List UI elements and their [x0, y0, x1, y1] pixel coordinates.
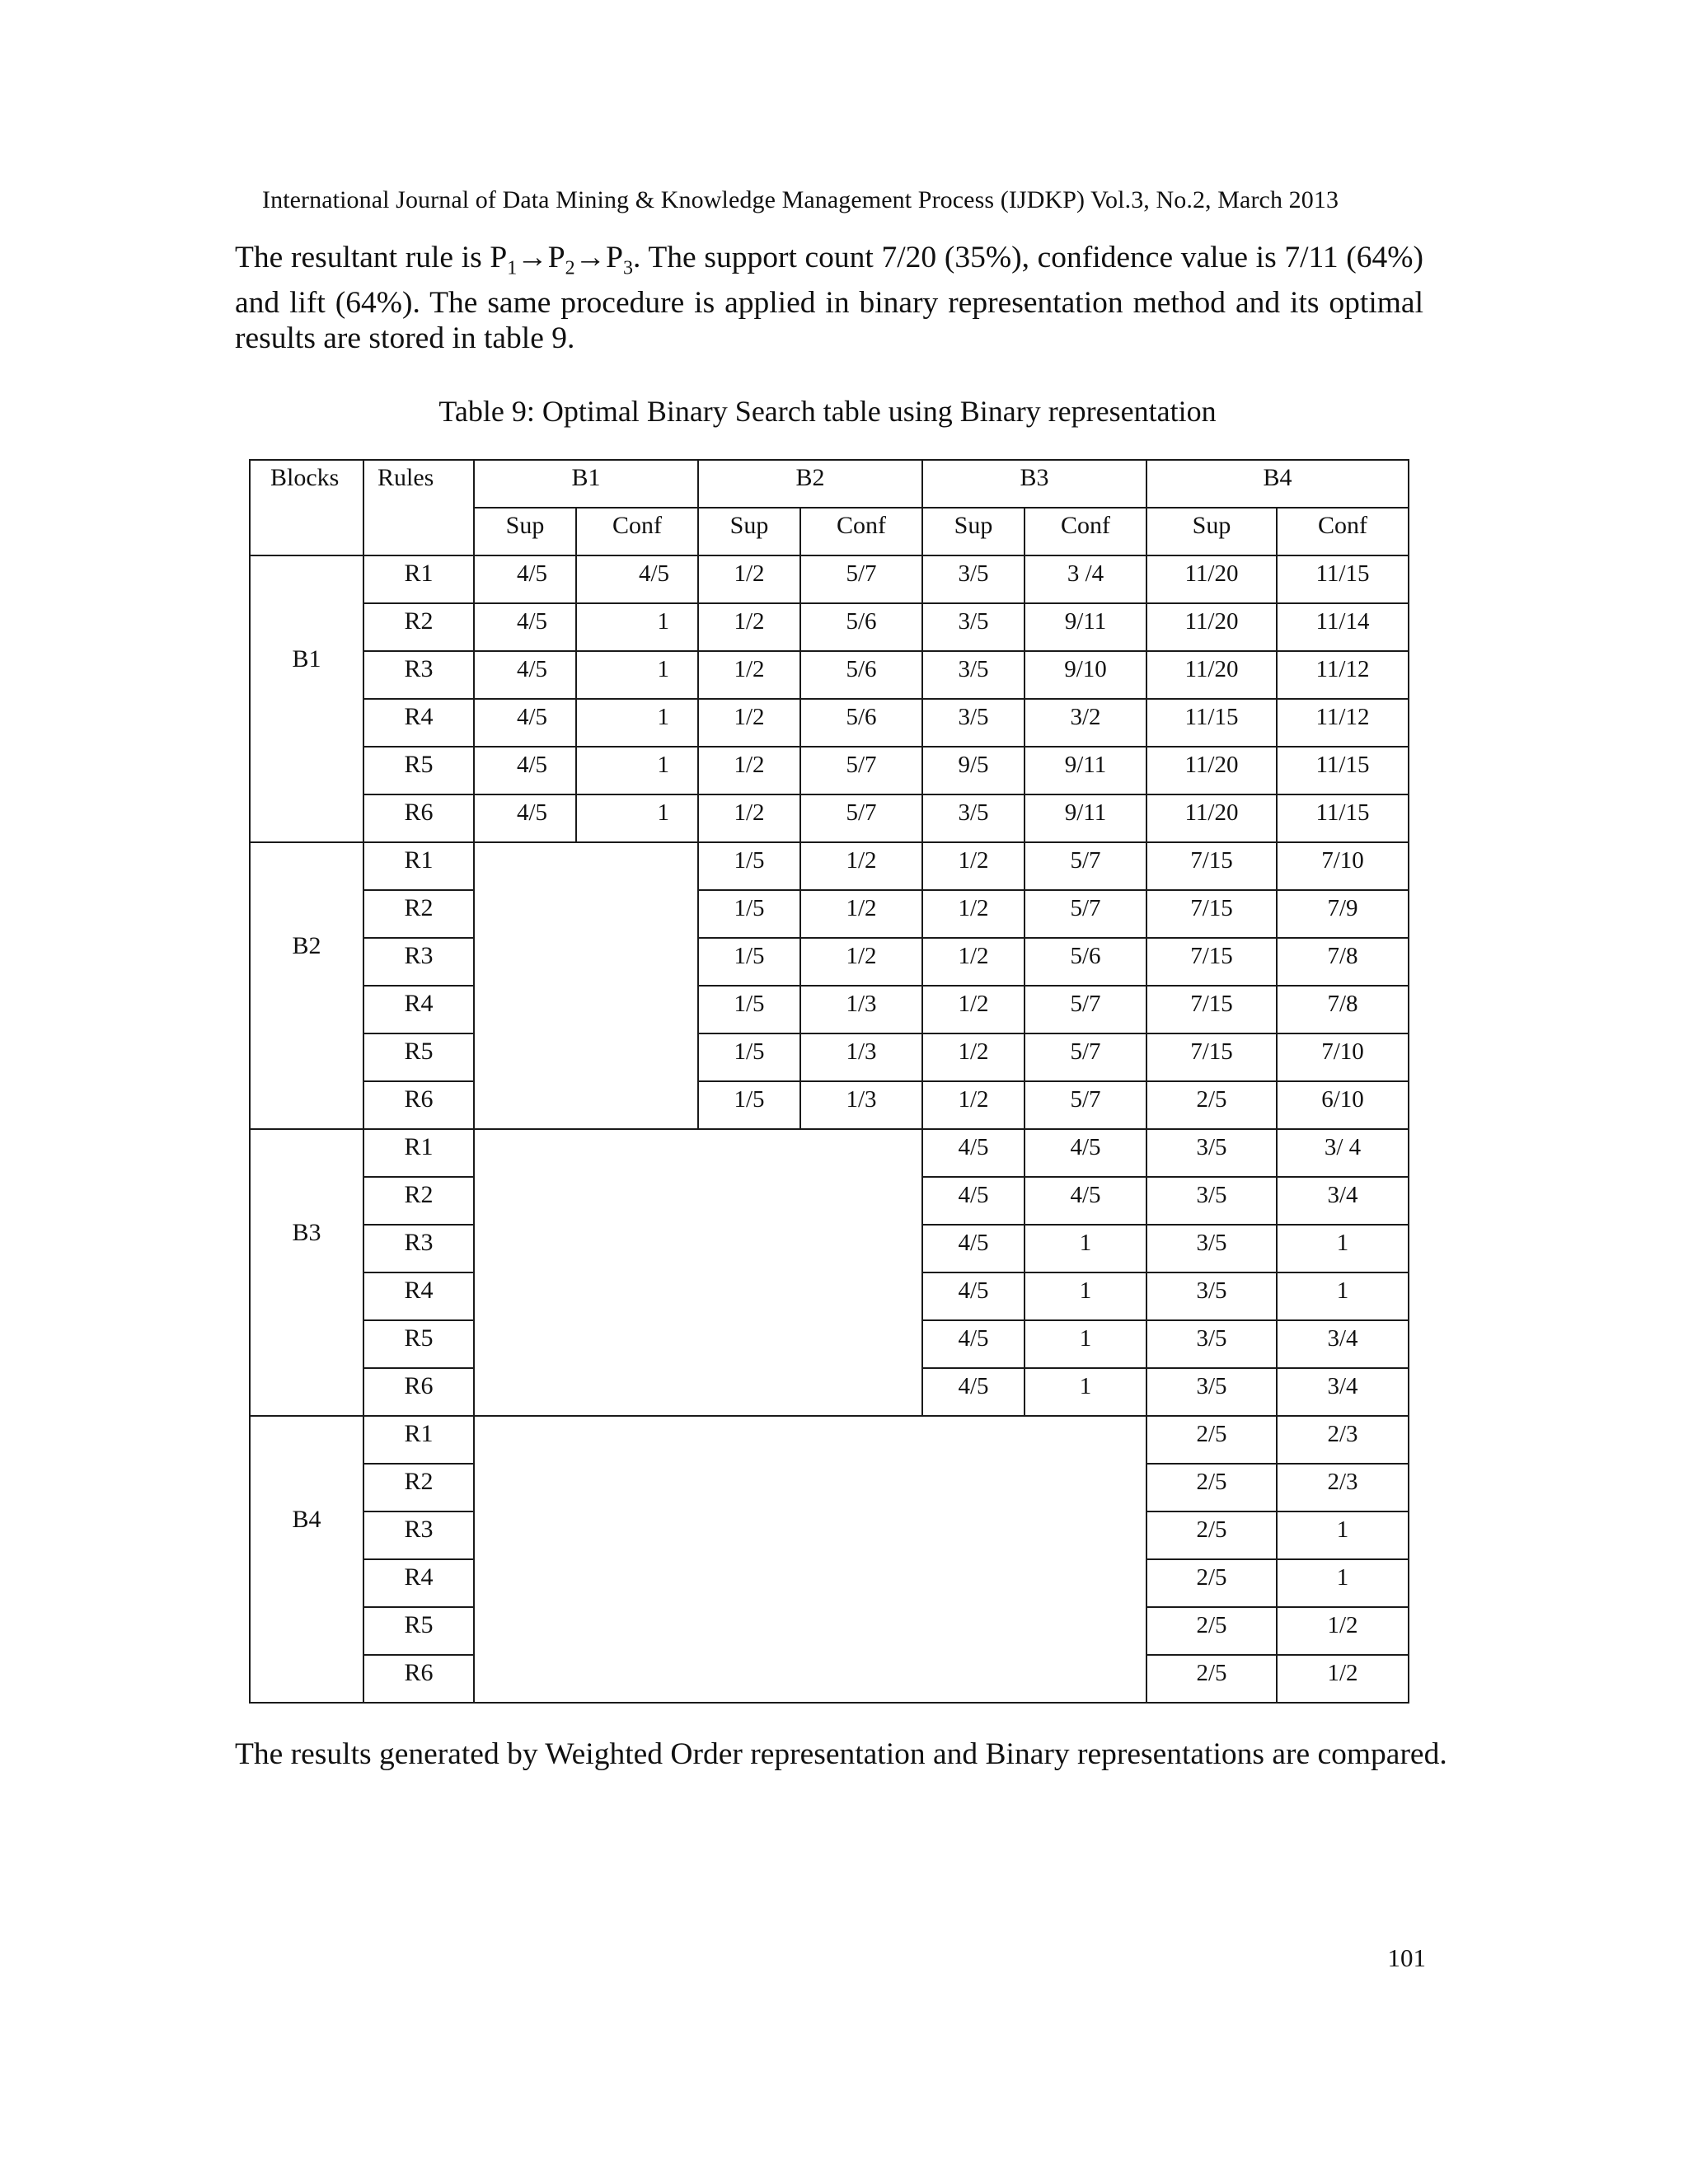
sup-cell: 4/5: [922, 1272, 1025, 1320]
conf-cell: 1: [1277, 1272, 1409, 1320]
rule-label: R3: [363, 1511, 474, 1559]
conf-cell: 1: [1277, 1559, 1409, 1607]
conf-cell: 4/5: [1025, 1177, 1146, 1225]
table-row: [250, 890, 1409, 938]
conf-cell: 5/7: [1025, 986, 1146, 1033]
rule-label: R1: [363, 555, 474, 603]
subscript-1: 1: [507, 257, 518, 279]
sup-cell: 1/2: [922, 1081, 1025, 1129]
sup-cell: 4/5: [922, 1368, 1025, 1416]
header-group-b3: B3: [922, 460, 1146, 508]
conf-cell: 1: [576, 603, 698, 651]
rule-label: R4: [363, 699, 474, 747]
sup-cell: 3/5: [1146, 1368, 1277, 1416]
conf-cell: 3/ 4: [1277, 1129, 1409, 1177]
rule-label: R2: [363, 1464, 474, 1511]
sup-cell: 4/5: [922, 1129, 1025, 1177]
journal-header: International Journal of Data Mining & Knowledge Management Process (IJDKP) Vol.3, No.2, March 2013: [262, 186, 1339, 213]
sup-cell: 1/2: [698, 794, 800, 842]
table-row: [250, 1081, 1409, 1129]
rule-label: R6: [363, 1368, 474, 1416]
sup-cell: 1/5: [698, 890, 800, 938]
conf-cell: 5/7: [1025, 890, 1146, 938]
header-sup-b2: Sup: [698, 508, 800, 555]
sup-cell: 1/2: [698, 603, 800, 651]
header-conf-b3: Conf: [1025, 508, 1146, 555]
sup-cell: 11/20: [1146, 794, 1277, 842]
conf-cell: 11/14: [1277, 603, 1409, 651]
header-group-b4: B4: [1146, 460, 1409, 508]
table-row: [250, 1129, 1409, 1177]
block-label: [250, 1416, 363, 1703]
sup-cell: 2/5: [1146, 1511, 1277, 1559]
conf-cell: 1: [1277, 1511, 1409, 1559]
conf-cell: 1: [1025, 1225, 1146, 1272]
conf-cell: 7/8: [1277, 986, 1409, 1033]
sup-cell: 3/5: [922, 555, 1025, 603]
conf-cell: 4/5: [1025, 1129, 1146, 1177]
sup-cell: 7/15: [1146, 986, 1277, 1033]
sup-cell: 4/5: [474, 651, 576, 699]
empty-region: [474, 1416, 1146, 1703]
sup-cell: 1/2: [922, 1033, 1025, 1081]
rule-label: R4: [363, 986, 474, 1033]
sup-cell: 4/5: [474, 794, 576, 842]
sup-cell: 3/5: [922, 699, 1025, 747]
rule-label: R6: [363, 1081, 474, 1129]
table-row: [250, 794, 1409, 842]
rule-label: R5: [363, 1320, 474, 1368]
conclusion-paragraph: The results generated by Weighted Order representation and Binary representations are compared.: [235, 1737, 1447, 1771]
sup-cell: 7/15: [1146, 842, 1277, 890]
table-row: [250, 842, 1409, 890]
conf-cell: 9/11: [1025, 747, 1146, 794]
sup-cell: 1/2: [698, 699, 800, 747]
table-row: [250, 747, 1409, 794]
sup-cell: 3/5: [1146, 1129, 1277, 1177]
header-conf-b4: Conf: [1277, 508, 1409, 555]
conf-cell: 5/7: [1025, 842, 1146, 890]
rule-label: R2: [363, 1177, 474, 1225]
conf-cell: 7/8: [1277, 938, 1409, 986]
block-label-text: B2: [292, 932, 321, 959]
header-sup-b3: Sup: [922, 508, 1025, 555]
arrow-1: →P: [517, 241, 565, 274]
rule-label: R1: [363, 1416, 474, 1464]
conf-cell: 1/3: [800, 1033, 922, 1081]
sup-cell: 11/15: [1146, 699, 1277, 747]
sup-cell: 3/5: [922, 651, 1025, 699]
header-rules: Rules: [363, 460, 474, 555]
conf-cell: 1: [576, 794, 698, 842]
conf-cell: 5/7: [800, 794, 922, 842]
header-conf-b1: Conf: [576, 508, 698, 555]
conf-cell: 1: [1025, 1320, 1146, 1368]
conf-cell: 5/6: [800, 603, 922, 651]
sup-cell: 1/2: [698, 747, 800, 794]
rule-label: R6: [363, 794, 474, 842]
conf-cell: 2/3: [1277, 1416, 1409, 1464]
conf-cell: 1: [576, 651, 698, 699]
sup-cell: 11/20: [1146, 603, 1277, 651]
header-sup-b1: Sup: [474, 508, 576, 555]
sup-cell: 2/5: [1146, 1559, 1277, 1607]
sup-cell: 4/5: [474, 603, 576, 651]
block-label: [250, 555, 363, 842]
subscript-3: 3: [623, 257, 634, 279]
sup-cell: 1/2: [698, 555, 800, 603]
conf-cell: 11/15: [1277, 747, 1409, 794]
sup-cell: 11/20: [1146, 555, 1277, 603]
conf-cell: 9/11: [1025, 603, 1146, 651]
conf-cell: 5/7: [1025, 1081, 1146, 1129]
conf-cell: 1: [1025, 1272, 1146, 1320]
block-label-text: B4: [292, 1506, 321, 1533]
sup-cell: 7/15: [1146, 1033, 1277, 1081]
table-caption: Table 9: Optimal Binary Search table using Binary representation: [438, 395, 1217, 428]
sup-cell: 2/5: [1146, 1416, 1277, 1464]
block-label: [250, 842, 363, 1129]
results-table: [249, 459, 1409, 1704]
conf-cell: 1: [1025, 1368, 1146, 1416]
table-body: [250, 555, 1409, 1703]
sup-cell: 1/2: [922, 938, 1025, 986]
conf-cell: 1: [576, 699, 698, 747]
conf-cell: 3/4: [1277, 1368, 1409, 1416]
intro-text-1: The resultant rule is P: [235, 241, 508, 274]
conf-cell: 3/2: [1025, 699, 1146, 747]
rule-label: R2: [363, 603, 474, 651]
conf-cell: 3/4: [1277, 1177, 1409, 1225]
conf-cell: 11/15: [1277, 794, 1409, 842]
sup-cell: 4/5: [474, 747, 576, 794]
sup-cell: 7/15: [1146, 938, 1277, 986]
sup-cell: 9/5: [922, 747, 1025, 794]
conf-cell: 3 /4: [1025, 555, 1146, 603]
sup-cell: 1/2: [698, 651, 800, 699]
rule-label: R1: [363, 842, 474, 890]
sup-cell: 3/5: [1146, 1225, 1277, 1272]
empty-region: [474, 1129, 922, 1416]
conf-cell: 9/11: [1025, 794, 1146, 842]
table-row: [250, 651, 1409, 699]
conf-cell: 4/5: [576, 555, 698, 603]
sup-cell: 1/5: [698, 1033, 800, 1081]
conf-cell: 1/3: [800, 1081, 922, 1129]
rule-label: R4: [363, 1559, 474, 1607]
sup-cell: 4/5: [922, 1177, 1025, 1225]
conf-cell: 11/15: [1277, 555, 1409, 603]
rule-label: R3: [363, 938, 474, 986]
conf-cell: 1/2: [800, 938, 922, 986]
conf-cell: 2/3: [1277, 1464, 1409, 1511]
sup-cell: 1/5: [698, 986, 800, 1033]
sup-cell: 11/20: [1146, 651, 1277, 699]
conf-cell: 5/6: [800, 699, 922, 747]
conf-cell: 7/10: [1277, 1033, 1409, 1081]
conf-cell: 11/12: [1277, 699, 1409, 747]
rule-label: R5: [363, 747, 474, 794]
block-label-text: B3: [292, 1219, 321, 1246]
header-blocks: Blocks: [250, 460, 363, 555]
conf-cell: 7/10: [1277, 842, 1409, 890]
conf-cell: 5/7: [800, 747, 922, 794]
sup-cell: 2/5: [1146, 1081, 1277, 1129]
block-label-text: B1: [292, 645, 321, 673]
conf-cell: 1: [576, 747, 698, 794]
rule-label: R6: [363, 1655, 474, 1703]
rule-label: R5: [363, 1033, 474, 1081]
conf-cell: 1/2: [800, 890, 922, 938]
rule-label: R1: [363, 1129, 474, 1177]
sup-cell: 2/5: [1146, 1607, 1277, 1655]
conf-cell: 5/6: [1025, 938, 1146, 986]
rule-label: R3: [363, 651, 474, 699]
sup-cell: 1/5: [698, 842, 800, 890]
conf-cell: 5/7: [1025, 1033, 1146, 1081]
conf-cell: 11/12: [1277, 651, 1409, 699]
subscript-2: 2: [565, 257, 575, 279]
conf-cell: 1/2: [1277, 1607, 1409, 1655]
sup-cell: 2/5: [1146, 1464, 1277, 1511]
conf-cell: 3/4: [1277, 1320, 1409, 1368]
conf-cell: 1/2: [800, 842, 922, 890]
table-row: [250, 1033, 1409, 1081]
conf-cell: 1/3: [800, 986, 922, 1033]
sup-cell: 2/5: [1146, 1655, 1277, 1703]
header-sup-b4: Sup: [1146, 508, 1277, 555]
arrow-2: →P: [574, 241, 624, 274]
sup-cell: 1/2: [922, 890, 1025, 938]
block-label: [250, 1129, 363, 1416]
conf-cell: 1: [1277, 1225, 1409, 1272]
sup-cell: 1/5: [698, 938, 800, 986]
sup-cell: 3/5: [1146, 1177, 1277, 1225]
sup-cell: 3/5: [1146, 1320, 1277, 1368]
sup-cell: 4/5: [922, 1225, 1025, 1272]
conf-cell: 5/7: [800, 555, 922, 603]
intro-paragraph: [235, 241, 1423, 356]
page-number: 101: [1387, 1943, 1426, 1972]
rule-label: R5: [363, 1607, 474, 1655]
sup-cell: 7/15: [1146, 890, 1277, 938]
table-row: [250, 986, 1409, 1033]
table-row: [250, 555, 1409, 603]
conf-cell: 7/9: [1277, 890, 1409, 938]
conf-cell: 1/2: [1277, 1655, 1409, 1703]
table-row: [250, 603, 1409, 651]
sup-cell: 4/5: [922, 1320, 1025, 1368]
conf-cell: 9/10: [1025, 651, 1146, 699]
sup-cell: 11/20: [1146, 747, 1277, 794]
sup-cell: 4/5: [474, 555, 576, 603]
rule-label: R4: [363, 1272, 474, 1320]
empty-region: [474, 842, 698, 1129]
sup-cell: 4/5: [474, 699, 576, 747]
table-row: [250, 699, 1409, 747]
sup-cell: 1/5: [698, 1081, 800, 1129]
header-group-b2: B2: [698, 460, 922, 508]
conf-cell: 5/6: [800, 651, 922, 699]
table-row: [250, 938, 1409, 986]
table-row: [250, 1416, 1409, 1464]
header-group-b1: B1: [474, 460, 698, 508]
rule-label: R3: [363, 1225, 474, 1272]
sup-cell: 3/5: [922, 794, 1025, 842]
conf-cell: 6/10: [1277, 1081, 1409, 1129]
header-conf-b2: Conf: [800, 508, 922, 555]
sup-cell: 3/5: [922, 603, 1025, 651]
intro-text-rest: . The support count 7/20 (35%), confidence value is 7/11 (64%) and lift (64%). The same procedure is applied in binary representation method and its optimal results are stored in table 9.: [235, 241, 1423, 355]
sup-cell: 3/5: [1146, 1272, 1277, 1320]
sup-cell: 1/2: [922, 842, 1025, 890]
rule-label: R2: [363, 890, 474, 938]
sup-cell: 1/2: [922, 986, 1025, 1033]
